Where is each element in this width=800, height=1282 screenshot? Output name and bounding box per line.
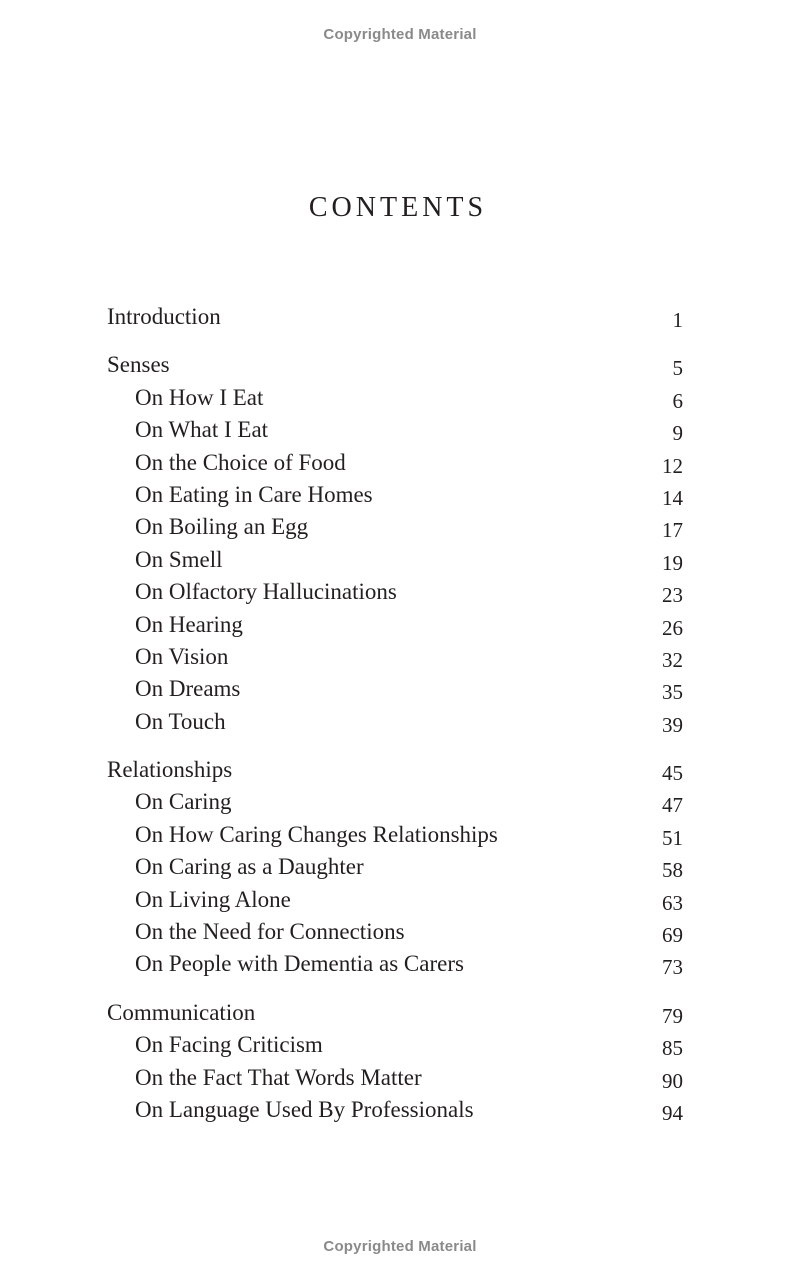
toc-chapter-entry: [107, 819, 683, 851]
toc-chapter-title: On the Need for Connections: [135, 919, 405, 945]
toc-page-number: 6: [672, 388, 683, 413]
toc-page-number: 14: [662, 485, 683, 510]
toc-page-number: 90: [662, 1068, 683, 1093]
toc-chapter-entry: [107, 786, 683, 818]
copyright-watermark-top: Copyrighted Material: [323, 26, 477, 43]
toc-chapter-entry: [107, 414, 683, 446]
toc-chapter-title: On Dreams: [135, 676, 241, 702]
toc-chapter-entry: [107, 1029, 683, 1061]
toc-chapter-title: On Smell: [135, 546, 223, 572]
copyright-watermark-bottom: Copyrighted Material: [323, 1238, 477, 1255]
toc-chapter-entry: [107, 479, 683, 511]
toc-part-title: Introduction: [107, 304, 221, 329]
toc-chapter-title: On Olfactory Hallucinations: [135, 579, 397, 605]
toc-chapter-entry: [107, 916, 683, 948]
toc-chapter-title: On the Fact That Words Matter: [135, 1064, 422, 1090]
toc-page-number: 79: [662, 1003, 683, 1028]
toc-chapter-title: On Caring: [135, 789, 232, 815]
toc-page-number: 5: [672, 356, 683, 381]
toc-chapter-entry: [107, 1094, 683, 1126]
toc-page-number: 23: [662, 583, 683, 608]
toc-page-number: 26: [662, 615, 683, 640]
toc-chapter-title: On Touch: [135, 708, 226, 734]
toc-part-title: Relationships: [107, 757, 233, 783]
toc-page-number: 17: [662, 518, 683, 543]
toc-page-number: 45: [662, 761, 683, 786]
toc-chapter-title: On Facing Criticism: [135, 1032, 323, 1058]
toc-page-number: 9: [672, 421, 683, 446]
toc-page-number: 19: [662, 550, 683, 575]
toc-chapter-title: On Eating in Care Homes: [135, 481, 373, 507]
toc-part-entry: [107, 997, 683, 1029]
toc-chapter-title: On Boiling an Egg: [135, 514, 309, 540]
toc-chapter-entry: [107, 673, 683, 705]
toc-page-number: 51: [662, 825, 683, 850]
toc-page-number: 12: [662, 453, 683, 478]
toc-chapter-title: On Caring as a Daughter: [135, 854, 364, 880]
toc-page-number: 47: [662, 793, 683, 818]
toc-chapter-entry: [107, 609, 683, 641]
toc-chapter-title: On Vision: [135, 643, 229, 669]
toc-chapter-title: On Living Alone: [135, 886, 291, 912]
toc-page-number: 1: [672, 308, 683, 332]
toc-chapter-entry: [107, 948, 683, 980]
toc-page-number: 94: [662, 1100, 683, 1125]
toc-part-entry: [107, 349, 683, 381]
toc-chapter-entry: [107, 382, 683, 414]
toc-page-number: 63: [662, 890, 683, 915]
toc-chapter-title: On the Choice of Food: [135, 449, 346, 475]
toc-part-entry: [107, 754, 683, 786]
toc-chapter-entry: [107, 576, 683, 608]
page-title: CONTENTS: [308, 192, 488, 223]
toc-part-title: Communication: [107, 999, 256, 1025]
toc-chapter-title: On People with Dementia as Carers: [135, 951, 464, 977]
toc-chapter-title: On How I Eat: [135, 384, 264, 410]
toc-part-title: Senses: [107, 352, 170, 378]
toc-chapter-entry: [107, 706, 683, 738]
toc-page-number: 39: [662, 712, 683, 737]
toc-page-number: 73: [662, 955, 683, 980]
toc-page-number: 85: [662, 1036, 683, 1061]
toc-chapter-title: On Hearing: [135, 611, 243, 637]
toc-page-number: 69: [662, 923, 683, 948]
toc-chapter-entry: [107, 544, 683, 576]
toc-chapter-entry: [107, 641, 683, 673]
toc-page-number: 35: [662, 680, 683, 705]
toc-chapter-entry: [107, 884, 683, 916]
toc-chapter-title: On How Caring Changes Relationships: [135, 821, 498, 847]
table-of-contents: [107, 301, 683, 1126]
toc-chapter-title: On Language Used By Professionals: [135, 1096, 474, 1122]
toc-page-number: 58: [662, 858, 683, 883]
toc-chapter-entry: [107, 1062, 683, 1094]
toc-chapter-entry: [107, 447, 683, 479]
toc-page-number: 32: [662, 647, 683, 672]
toc-chapter-title: On What I Eat: [135, 417, 269, 443]
toc-chapter-entry: [107, 511, 683, 543]
toc-chapter-entry: [107, 851, 683, 883]
toc-part-entry: [107, 301, 683, 333]
